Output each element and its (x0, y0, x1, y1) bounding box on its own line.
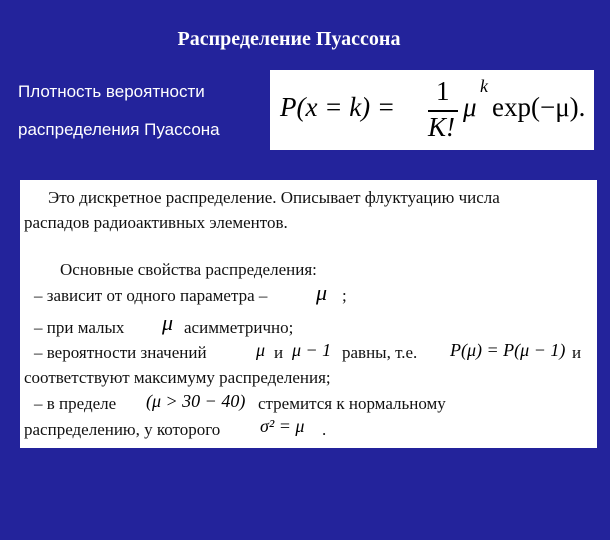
item2-end: асимметрично; (184, 318, 294, 337)
properties-panel (20, 180, 597, 448)
density-label-line1: Плотность вероятности (18, 82, 205, 101)
item3-and2: и (572, 343, 582, 362)
slide-title: Распределение Пуассона (177, 28, 401, 50)
item3-and: и (274, 343, 284, 362)
item3-formula: P(μ) = P(μ − 1) (450, 340, 566, 360)
item3-text: – вероятности значений (34, 343, 207, 362)
properties-heading: Основные свойства распределения: (60, 260, 317, 279)
formula-lhs: P(x = k) = (280, 92, 396, 122)
formula-mu: μ (463, 92, 477, 122)
formula-denominator: K! (428, 112, 455, 142)
formula-rhs: exp(−μ). (492, 92, 586, 122)
item2-text: – при малых (34, 318, 125, 337)
poisson-formula (270, 70, 594, 150)
item3-equal: равны, т.е. (342, 343, 418, 362)
item4-formula: σ² = μ (260, 416, 305, 436)
item4-math: (μ > 30 − 40) (146, 391, 246, 411)
formula-numerator: 1 (436, 76, 450, 106)
item3-line2: соответствуют максимуму распределения; (24, 368, 331, 387)
item3-math2: μ − 1 (292, 340, 332, 360)
item4-text: – в пределе (34, 394, 117, 413)
item2-math: μ (162, 310, 174, 335)
item4-line2: распределению, у которого (24, 420, 221, 439)
item4-end: стремится к нормальному (258, 394, 446, 413)
item1-end: ; (342, 286, 347, 305)
item4-dot: . (322, 420, 327, 439)
item1-math: μ (316, 280, 328, 305)
item1-text: – зависит от одного параметра – (34, 286, 268, 305)
density-label-line2: распределения Пуассона (18, 120, 220, 139)
para1-line2: распадов радиоактивных элементов. (24, 213, 288, 232)
item3-math1: μ (256, 340, 266, 360)
para1-line1: Это дискретное распределение. Описывает флуктуацию числа (48, 188, 500, 207)
formula-exponent: k (480, 76, 488, 96)
